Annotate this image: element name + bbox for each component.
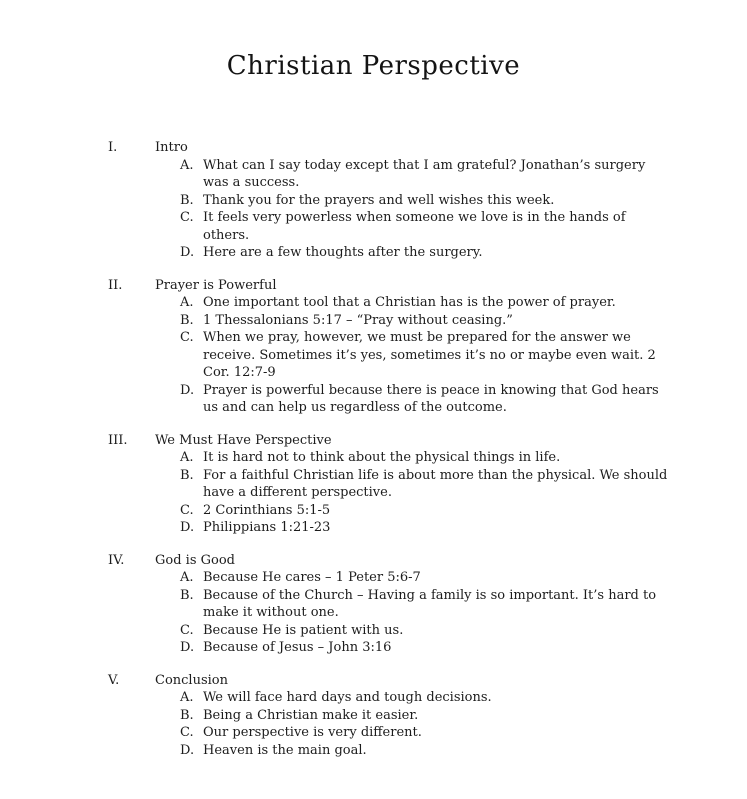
item-text: When we pray, however, we must be prepared for the answer we receive. Sometimes it’s yes, sometimes it’s no or maybe even wait. 2 Cor. 12:7-9 (203, 330, 656, 380)
item-letter: B. (180, 192, 194, 208)
section-items (180, 689, 677, 759)
outline-item (180, 467, 677, 502)
section-numeral: II. (108, 277, 123, 293)
item-text: Here are a few thoughts after the surgery. (203, 245, 483, 260)
item-text: 2 Corinthians 5:1-5 (203, 502, 331, 518)
item-text: Philippians 1:21-23 (203, 520, 331, 535)
item-letter: C. (180, 725, 194, 740)
outline-item (180, 329, 677, 382)
item-text: For a faithful Christian life is about more than the physical. We should have a different perspective. (203, 467, 668, 500)
page-title: Christian Perspective (226, 51, 521, 81)
outline-section (108, 277, 677, 417)
item-letter: C. (180, 330, 194, 345)
item-text: Our perspective is very different. (203, 725, 422, 740)
item-letter: C. (180, 502, 194, 518)
item-letter: C. (180, 622, 194, 638)
outline-item (180, 742, 677, 760)
section-numeral: IV. (108, 552, 125, 568)
outline-section (108, 672, 677, 760)
item-letter: A. (180, 157, 194, 173)
outline-item (180, 707, 677, 725)
item-text: What can I say today except that I am grateful? Jonathan’s surgery was a success. (203, 157, 646, 190)
section-header (108, 672, 677, 690)
outline-item (180, 639, 677, 657)
item-letter: D. (180, 382, 195, 398)
outline-item (180, 382, 677, 417)
outline (0, 139, 747, 759)
item-letter: B. (180, 312, 194, 328)
outline-item (180, 519, 677, 537)
item-letter: A. (180, 450, 194, 465)
outline-item (180, 502, 677, 520)
outline-item (180, 312, 677, 330)
section-numeral: III. (108, 432, 128, 448)
item-letter: A. (180, 570, 194, 585)
item-letter: D. (180, 245, 195, 260)
section-items (180, 449, 677, 537)
section-heading: God is Good (155, 552, 235, 568)
outline-section (108, 432, 677, 537)
outline-item (180, 157, 677, 192)
item-text: Because He cares – 1 Peter 5:6-7 (203, 570, 421, 585)
outline-section (108, 139, 677, 262)
item-text: We will face hard days and tough decisions. (203, 690, 492, 705)
item-text: One important tool that a Christian has is the power of prayer. (203, 295, 616, 310)
item-letter: D. (180, 520, 195, 535)
outline-item (180, 209, 677, 244)
outline-item (180, 449, 677, 467)
item-text: Prayer is powerful because there is peace in knowing that God hears us and can help us regardless of the outcome. (203, 382, 659, 415)
section-header (108, 552, 677, 570)
section-heading: Prayer is Powerful (155, 277, 277, 293)
item-letter: B. (180, 707, 194, 723)
section-heading: We Must Have Perspective (155, 432, 332, 448)
item-text: Because He is patient with us. (203, 622, 404, 638)
section-items (180, 294, 677, 417)
outline-item (180, 587, 677, 622)
item-text: 1 Thessalonians 5:17 – “Pray without ceasing.” (203, 312, 513, 328)
item-text: Because of the Church – Having a family is so important. It’s hard to make it without one. (203, 587, 657, 620)
outline-item (180, 192, 677, 210)
item-text: Being a Christian make it easier. (203, 707, 419, 723)
item-letter: B. (180, 467, 194, 483)
item-text: Heaven is the main goal. (203, 742, 367, 758)
item-text: Because of Jesus – John 3:16 (203, 640, 392, 655)
outline-item (180, 244, 677, 262)
item-text: It feels very powerless when someone we love is in the hands of others. (203, 210, 626, 243)
outline-item (180, 294, 677, 312)
item-letter: A. (180, 690, 194, 705)
outline-item (180, 689, 677, 707)
item-text: It is hard not to think about the physical things in life. (203, 450, 561, 465)
section-items (180, 157, 677, 262)
item-letter: A. (180, 295, 194, 310)
outline-item (180, 569, 677, 587)
section-header (108, 432, 677, 450)
item-letter: C. (180, 210, 194, 225)
outline-item (180, 724, 677, 742)
section-numeral: V. (108, 672, 120, 688)
section-numeral: I. (108, 140, 118, 155)
section-heading: Conclusion (155, 672, 228, 688)
section-header (108, 277, 677, 295)
section-items (180, 569, 677, 657)
item-letter: D. (180, 742, 195, 758)
outline-section (108, 552, 677, 657)
item-text: Thank you for the prayers and well wishes this week. (203, 192, 555, 208)
section-heading: Intro (155, 140, 188, 155)
section-header (108, 139, 677, 157)
outline-item (180, 622, 677, 640)
item-letter: B. (180, 587, 194, 603)
item-letter: D. (180, 640, 195, 655)
